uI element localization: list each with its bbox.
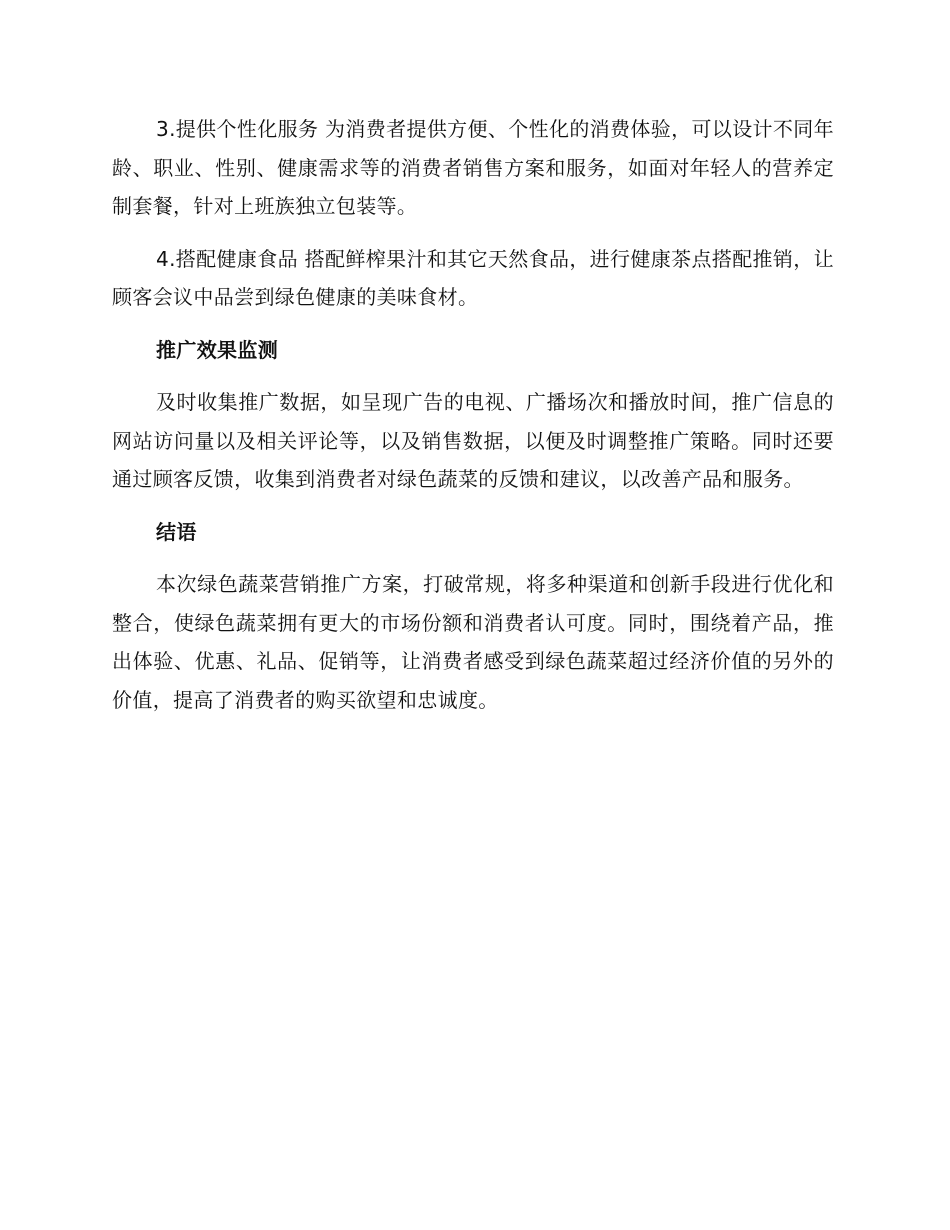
paragraph-conclusion: 本次绿色蔬菜营销推广方案，打破常规，将多种渠道和创新手段进行优化和整合，使绿色蔬菜拥有更大的市场份额和消费者认可度。同时，围绕着产品，推出体验、优惠、礼品、促销等，让消费者感受到绿色蔬菜超过经济价值的另外的价值，提高了消费者的购买欲望和忠诚度。: [112, 572, 834, 712]
paragraph-personalized-service: 3.提供个性化服务 为消费者提供方便、个性化的消费体验，可以设计不同年龄、职业、性别、健康需求等的消费者销售方案和服务，如面对年轻人的营养定制套餐，针对上班族独立包装等。: [112, 117, 834, 218]
paragraph-monitoring: 及时收集推广数据，如呈现广告的电视、广播场次和播放时间，推广信息的网站访问量以及相关评论等，以及销售数据，以便及时调整推广策略。同时还要通过顾客反馈，收集到消费者对绿色蔬菜的反馈和建议，以改善产品和服务。: [112, 390, 834, 491]
section-heading-monitoring: 推广效果监测: [156, 337, 279, 362]
paragraph-healthy-food-pairing: 4.搭配健康食品 搭配鲜榨果汁和其它天然食品，进行健康茶点搭配推销，让顾客会议中品尝到绿色健康的美味食材。: [112, 246, 834, 309]
document-page: [112, 110, 834, 719]
section-heading-conclusion: 结语: [156, 519, 197, 544]
